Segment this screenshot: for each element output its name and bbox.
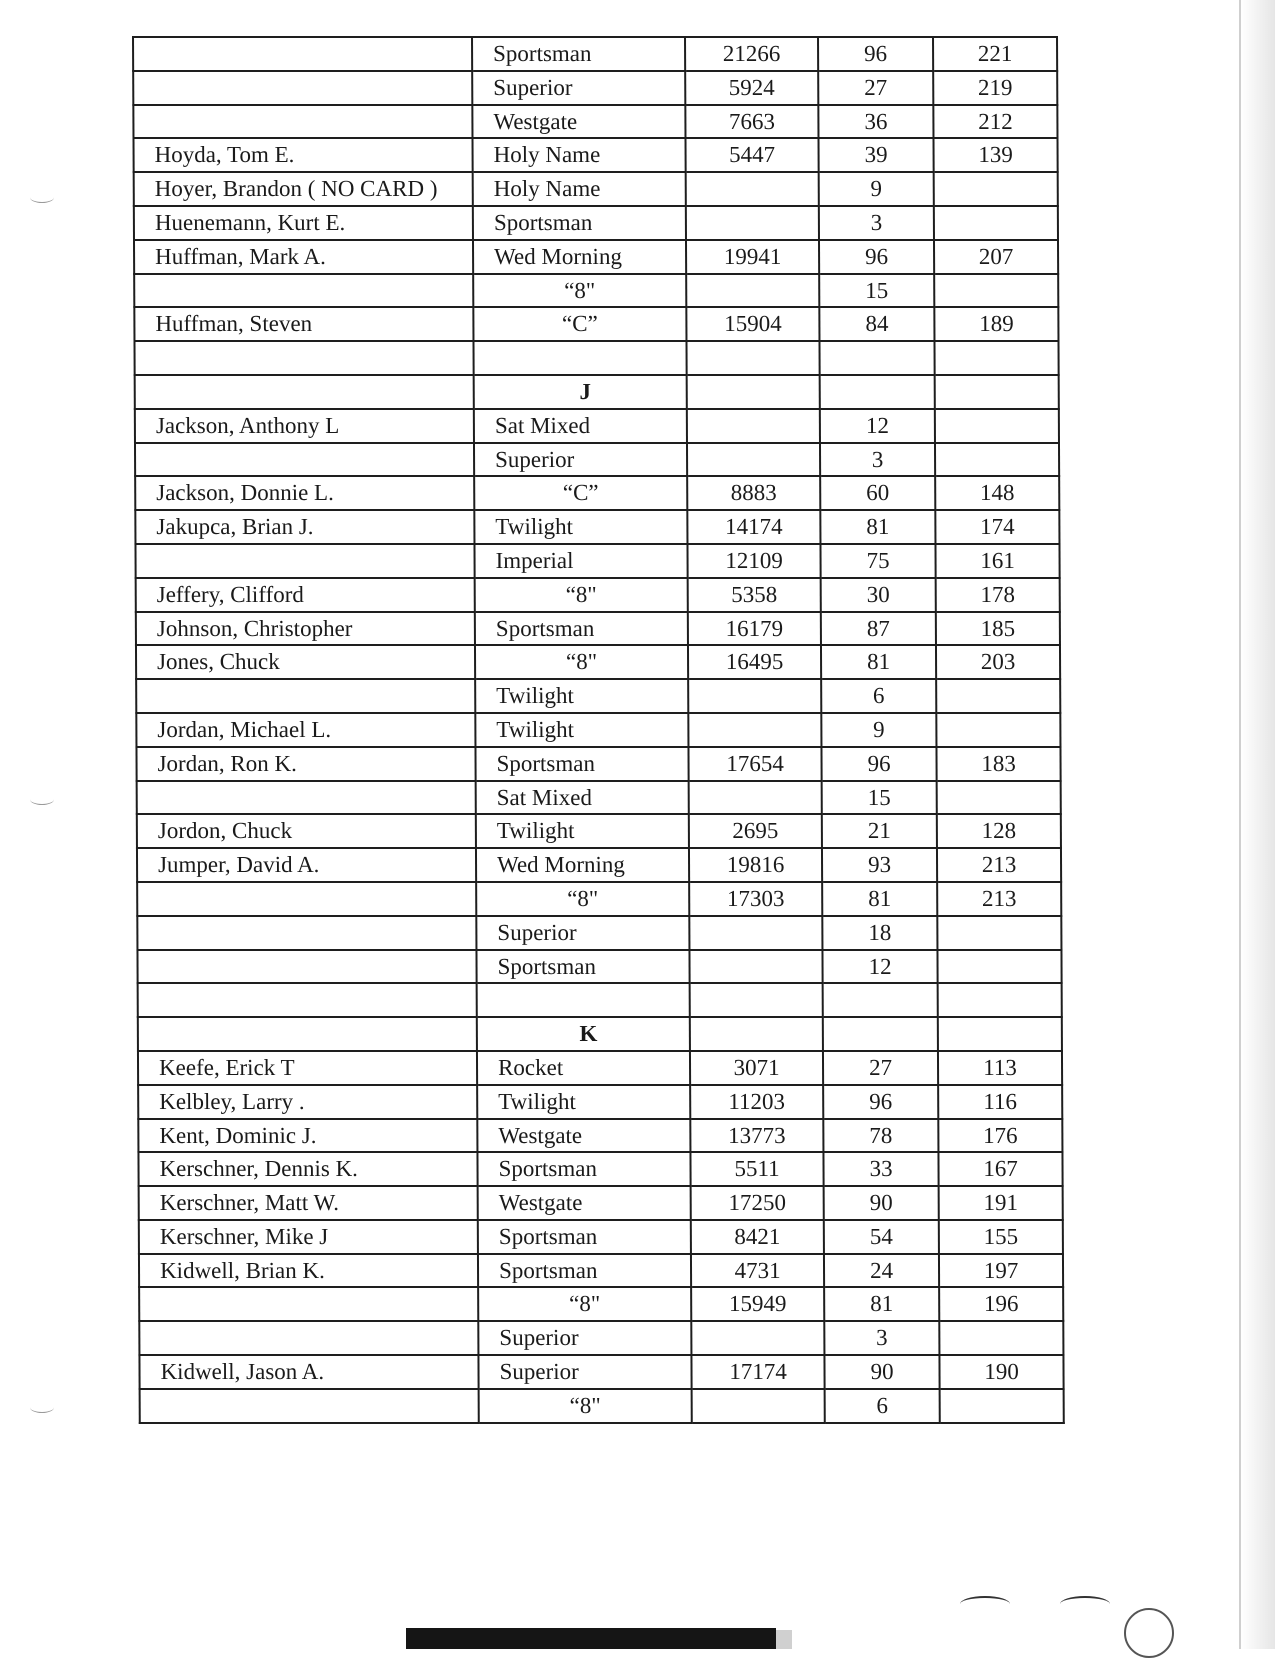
average-cell: 203 <box>936 645 1060 679</box>
games-cell: 93 <box>822 848 937 882</box>
league-cell: Sportsman <box>475 747 688 781</box>
empty-cell <box>935 375 1059 409</box>
games-cell: 6 <box>821 679 936 713</box>
pins-cell <box>686 172 819 206</box>
league-cell: Superior <box>476 916 689 950</box>
pins-cell: 5358 <box>688 578 821 612</box>
games-cell: 30 <box>821 578 936 612</box>
games-cell: 33 <box>823 1152 938 1186</box>
bowler-name-cell <box>135 443 474 477</box>
scan-circle-mark <box>1124 1608 1174 1658</box>
table-row <box>138 1051 1062 1085</box>
bowler-name-cell: Kent, Dominic J. <box>138 1119 477 1153</box>
bowler-name-cell <box>134 274 473 308</box>
average-cell: 221 <box>933 37 1057 71</box>
games-cell: 60 <box>820 476 935 510</box>
punch-hole-mark <box>30 1402 54 1413</box>
table-row <box>137 950 1061 984</box>
pins-cell: 5924 <box>685 71 818 105</box>
games-cell: 6 <box>825 1389 940 1423</box>
league-cell: Sportsman <box>478 1220 691 1254</box>
league-cell: Holy Name <box>473 138 686 172</box>
games-cell: 27 <box>818 71 933 105</box>
pins-cell: 19941 <box>686 240 819 274</box>
bowler-name-cell: Kerschner, Dennis K. <box>138 1152 477 1186</box>
league-cell: Superior <box>472 71 685 105</box>
league-cell: Sportsman <box>475 612 688 646</box>
average-cell: 212 <box>933 105 1057 139</box>
bowler-name-cell: Huffman, Mark A. <box>134 240 473 274</box>
pins-cell <box>689 950 822 984</box>
average-cell <box>936 713 1060 747</box>
bowler-name-cell: Hoyer, Brandon ( NO CARD ) <box>134 172 473 206</box>
empty-cell <box>138 1017 477 1051</box>
average-cell <box>934 206 1058 240</box>
league-cell: “8" <box>476 882 689 916</box>
league-cell: Sat Mixed <box>476 781 689 815</box>
bowler-roster-table <box>132 36 1065 1424</box>
average-cell <box>934 274 1058 308</box>
pins-cell <box>687 409 820 443</box>
games-cell: 75 <box>820 544 935 578</box>
table-row <box>137 882 1061 916</box>
league-cell: “8" <box>478 1287 691 1321</box>
bowler-name-cell: Hoyda, Tom E. <box>134 138 473 172</box>
bowler-name-cell: Jones, Chuck <box>136 645 475 679</box>
games-cell: 21 <box>822 814 937 848</box>
scan-bottom-gap <box>776 1630 792 1649</box>
average-cell: 139 <box>934 138 1058 172</box>
table-row <box>134 240 1058 274</box>
bowler-name-cell <box>137 916 476 950</box>
table-row <box>139 1254 1063 1288</box>
section-letter: J <box>474 375 687 409</box>
pins-cell: 14174 <box>687 510 820 544</box>
table-row <box>139 1186 1063 1220</box>
bowler-name-cell: Kerschner, Mike J <box>139 1220 478 1254</box>
bowler-name-cell <box>140 1389 479 1423</box>
league-cell: Twilight <box>475 713 688 747</box>
table-row <box>137 781 1061 815</box>
league-cell: Holy Name <box>473 172 686 206</box>
league-cell: Sportsman <box>478 1254 691 1288</box>
average-cell: 189 <box>934 307 1058 341</box>
pins-cell: 17303 <box>689 882 822 916</box>
pins-cell: 13773 <box>690 1119 823 1153</box>
bowler-name-cell: Kidwell, Brian K. <box>139 1254 478 1288</box>
table-row <box>134 307 1058 341</box>
bowler-name-cell <box>136 679 475 713</box>
games-cell: 81 <box>822 882 937 916</box>
average-cell: 155 <box>939 1220 1063 1254</box>
bowler-name-cell: Kerschner, Matt W. <box>139 1186 478 1220</box>
pins-cell <box>691 1321 824 1355</box>
pins-cell: 17174 <box>691 1355 824 1389</box>
league-cell: Sat Mixed <box>474 409 687 443</box>
league-cell: Twilight <box>477 1085 690 1119</box>
games-cell: 15 <box>822 781 937 815</box>
table-row <box>139 1355 1063 1389</box>
pins-cell: 5511 <box>690 1152 823 1186</box>
average-cell: 196 <box>939 1287 1063 1321</box>
table-row <box>137 814 1061 848</box>
table-row <box>134 206 1058 240</box>
table-row <box>136 645 1060 679</box>
bowler-name-cell: Keefe, Erick T <box>138 1051 477 1085</box>
average-cell <box>936 679 1060 713</box>
empty-cell <box>473 341 686 375</box>
league-cell: “C” <box>474 476 687 510</box>
games-cell: 96 <box>821 747 936 781</box>
games-cell: 18 <box>822 916 937 950</box>
average-cell: 176 <box>938 1119 1062 1153</box>
bowler-name-cell <box>133 105 472 139</box>
pins-cell <box>689 781 822 815</box>
empty-cell <box>820 375 935 409</box>
average-cell: 190 <box>939 1355 1063 1389</box>
pins-cell: 16179 <box>688 612 821 646</box>
league-cell: Twilight <box>475 679 688 713</box>
games-cell: 39 <box>819 138 934 172</box>
average-cell: 161 <box>935 544 1059 578</box>
pins-cell: 11203 <box>690 1085 823 1119</box>
games-cell: 81 <box>820 510 935 544</box>
games-cell: 78 <box>823 1119 938 1153</box>
average-cell <box>934 172 1058 206</box>
scan-edge-mark <box>960 1596 1010 1612</box>
table-row <box>138 1152 1062 1186</box>
pins-cell: 17250 <box>691 1186 824 1220</box>
table-row <box>136 612 1060 646</box>
empty-cell <box>690 983 823 1017</box>
average-cell <box>935 409 1059 443</box>
league-cell: “C” <box>473 307 686 341</box>
league-cell: Sportsman <box>472 37 685 71</box>
games-cell: 9 <box>821 713 936 747</box>
empty-cell <box>686 341 819 375</box>
league-cell: Westgate <box>472 105 685 139</box>
games-cell: 84 <box>819 307 934 341</box>
bowler-name-cell: Jackson, Anthony L <box>135 409 474 443</box>
table-row <box>138 1085 1062 1119</box>
roster-body <box>133 37 1064 1423</box>
average-cell: 183 <box>936 747 1060 781</box>
games-cell: 87 <box>821 612 936 646</box>
games-cell: 9 <box>819 172 934 206</box>
table-row <box>135 443 1059 477</box>
games-cell: 54 <box>824 1220 939 1254</box>
pins-cell: 17654 <box>688 747 821 781</box>
table-row <box>135 510 1059 544</box>
bowler-name-cell: Huenemann, Kurt E. <box>134 206 473 240</box>
pins-cell <box>688 713 821 747</box>
bowler-name-cell: Jakupca, Brian J. <box>135 510 474 544</box>
league-cell: Sportsman <box>473 206 686 240</box>
bowler-name-cell <box>137 950 476 984</box>
pins-cell: 2695 <box>689 814 822 848</box>
table-row <box>135 476 1059 510</box>
pins-cell: 7663 <box>685 105 818 139</box>
games-cell: 3 <box>819 206 934 240</box>
games-cell: 3 <box>824 1321 939 1355</box>
section-letter-row <box>138 1017 1062 1051</box>
spacer-row <box>134 341 1058 375</box>
pins-cell <box>688 679 821 713</box>
table-row <box>136 679 1060 713</box>
section-letter-row <box>135 375 1059 409</box>
pins-cell: 21266 <box>685 37 818 71</box>
average-cell <box>937 950 1061 984</box>
pins-cell <box>689 916 822 950</box>
league-cell: “8" <box>479 1389 692 1423</box>
pins-cell: 15904 <box>686 307 819 341</box>
table-row <box>136 747 1060 781</box>
spacer-row <box>138 983 1062 1017</box>
bowler-name-cell: Jeffery, Clifford <box>136 578 475 612</box>
empty-cell <box>690 1017 823 1051</box>
table-row <box>136 578 1060 612</box>
average-cell <box>937 916 1061 950</box>
average-cell: 207 <box>934 240 1058 274</box>
pins-cell <box>692 1389 825 1423</box>
table-row <box>134 172 1058 206</box>
league-cell: “8" <box>475 578 688 612</box>
pins-cell: 15949 <box>691 1287 824 1321</box>
section-letter: K <box>477 1017 690 1051</box>
table-row <box>139 1321 1063 1355</box>
league-cell: Imperial <box>474 544 687 578</box>
league-cell: “8" <box>473 274 686 308</box>
pins-cell: 5447 <box>686 138 819 172</box>
bowler-name-cell: Jordan, Michael L. <box>136 713 475 747</box>
table-row <box>137 848 1061 882</box>
pins-cell <box>686 274 819 308</box>
empty-cell <box>938 1017 1062 1051</box>
scan-edge-mark <box>1060 1596 1110 1612</box>
average-cell <box>935 443 1059 477</box>
games-cell: 96 <box>818 37 933 71</box>
pins-cell: 19816 <box>689 848 822 882</box>
bowler-name-cell <box>133 71 472 105</box>
league-cell: Superior <box>474 443 687 477</box>
average-cell: 174 <box>935 510 1059 544</box>
average-cell <box>939 1321 1063 1355</box>
average-cell: 148 <box>935 476 1059 510</box>
scan-bottom-bar <box>406 1628 776 1649</box>
average-cell: 213 <box>937 882 1061 916</box>
punch-hole-mark <box>30 192 54 203</box>
league-cell: Wed Morning <box>476 848 689 882</box>
games-cell: 36 <box>818 105 933 139</box>
games-cell: 12 <box>820 409 935 443</box>
table-row <box>133 71 1057 105</box>
empty-cell <box>819 341 934 375</box>
average-cell: 219 <box>933 71 1057 105</box>
pins-cell: 16495 <box>688 645 821 679</box>
league-cell: Sportsman <box>477 1152 690 1186</box>
table-row <box>134 138 1058 172</box>
empty-cell <box>934 341 1058 375</box>
league-cell: Twilight <box>474 510 687 544</box>
games-cell: 90 <box>824 1355 939 1389</box>
pins-cell <box>686 206 819 240</box>
empty-cell <box>823 1017 938 1051</box>
empty-cell <box>687 375 820 409</box>
bowler-name-cell <box>139 1287 478 1321</box>
average-cell <box>937 781 1061 815</box>
punch-hole-mark <box>30 794 54 805</box>
league-cell: Westgate <box>477 1119 690 1153</box>
bowler-name-cell: Kidwell, Jason A. <box>139 1355 478 1389</box>
average-cell: 191 <box>939 1186 1063 1220</box>
league-cell: Rocket <box>477 1051 690 1085</box>
league-cell: Westgate <box>478 1186 691 1220</box>
table-row <box>137 916 1061 950</box>
average-cell: 167 <box>938 1152 1062 1186</box>
bowler-name-cell <box>133 37 472 71</box>
games-cell: 24 <box>824 1254 939 1288</box>
table-row <box>134 274 1058 308</box>
table-row <box>140 1389 1064 1423</box>
table-row <box>139 1220 1063 1254</box>
average-cell: 178 <box>936 578 1060 612</box>
bowler-name-cell <box>137 882 476 916</box>
empty-cell <box>477 983 690 1017</box>
bowler-name-cell: Jordan, Ron K. <box>136 747 475 781</box>
average-cell: 128 <box>937 814 1061 848</box>
league-cell: Sportsman <box>476 950 689 984</box>
bowler-name-cell <box>139 1321 478 1355</box>
bowler-name-cell <box>137 781 476 815</box>
average-cell: 213 <box>937 848 1061 882</box>
table-row <box>135 409 1059 443</box>
games-cell: 81 <box>824 1287 939 1321</box>
league-cell: Twilight <box>476 814 689 848</box>
table-row <box>133 37 1057 71</box>
table-row <box>133 105 1057 139</box>
league-cell: Superior <box>478 1355 691 1389</box>
bowler-name-cell: Huffman, Steven <box>134 307 473 341</box>
pins-cell: 12109 <box>687 544 820 578</box>
table-row <box>138 1119 1062 1153</box>
games-cell: 27 <box>823 1051 938 1085</box>
average-cell: 185 <box>936 612 1060 646</box>
bowler-name-cell: Jumper, David A. <box>137 848 476 882</box>
empty-cell <box>135 375 474 409</box>
average-cell: 116 <box>938 1085 1062 1119</box>
bowler-name-cell: Jackson, Donnie L. <box>135 476 474 510</box>
bowler-name-cell <box>135 544 474 578</box>
pins-cell: 8421 <box>691 1220 824 1254</box>
average-cell: 113 <box>938 1051 1062 1085</box>
empty-cell <box>134 341 473 375</box>
games-cell: 81 <box>821 645 936 679</box>
games-cell: 96 <box>823 1085 938 1119</box>
table-row <box>139 1287 1063 1321</box>
pins-cell: 3071 <box>690 1051 823 1085</box>
bowler-name-cell: Jordon, Chuck <box>137 814 476 848</box>
bowler-name-cell: Kelbley, Larry . <box>138 1085 477 1119</box>
games-cell: 96 <box>819 240 934 274</box>
empty-cell <box>138 983 477 1017</box>
pins-cell: 8883 <box>687 476 820 510</box>
games-cell: 12 <box>822 950 937 984</box>
league-cell: “8" <box>475 645 688 679</box>
table-row <box>136 713 1060 747</box>
page-edge-shadow <box>1239 0 1275 1649</box>
table-row <box>135 544 1059 578</box>
league-cell: Superior <box>478 1321 691 1355</box>
games-cell: 90 <box>824 1186 939 1220</box>
average-cell: 197 <box>939 1254 1063 1288</box>
pins-cell: 4731 <box>691 1254 824 1288</box>
pins-cell <box>687 443 820 477</box>
bowler-name-cell: Johnson, Christopher <box>136 612 475 646</box>
games-cell: 3 <box>820 443 935 477</box>
league-cell: Wed Morning <box>473 240 686 274</box>
empty-cell <box>823 983 938 1017</box>
empty-cell <box>938 983 1062 1017</box>
games-cell: 15 <box>819 274 934 308</box>
average-cell <box>940 1389 1064 1423</box>
